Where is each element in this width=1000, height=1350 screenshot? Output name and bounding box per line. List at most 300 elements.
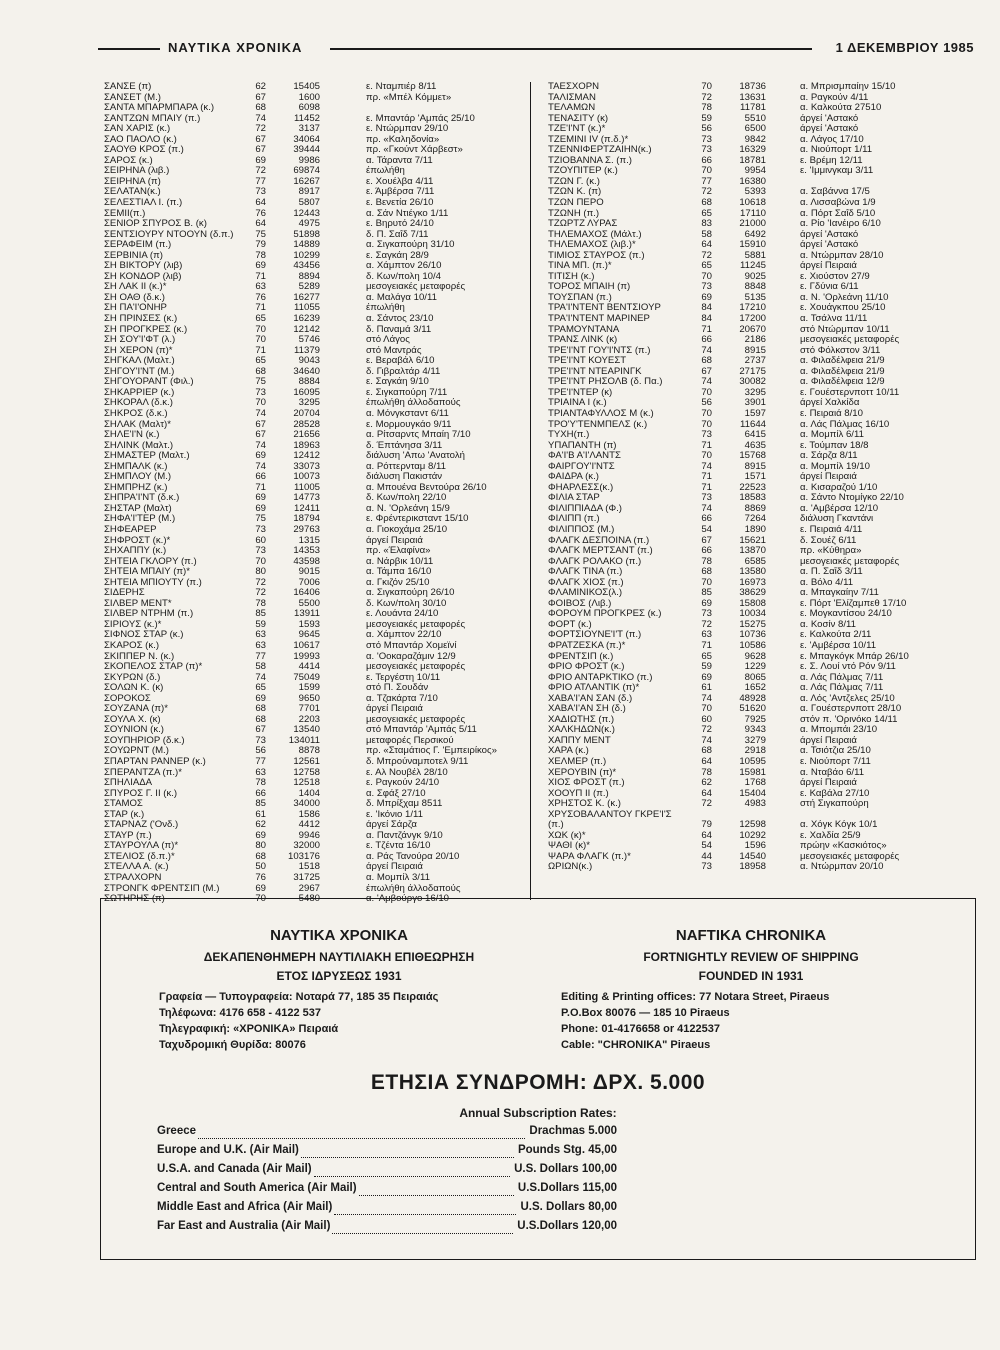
- english-founded: FOUNDED IN 1931: [698, 969, 804, 983]
- ship-row: [548, 862, 968, 873]
- ship-row: [104, 652, 514, 663]
- ship-num: 12412: [293, 451, 320, 462]
- ship-pos: α. Σάρζα 8/11: [800, 451, 858, 462]
- ship-pos: άργεί 'Αστακό: [800, 240, 859, 251]
- ship-year: 65: [255, 683, 266, 694]
- ship-pos: α. Βόλο 4/11: [800, 577, 854, 588]
- ship-row: [548, 251, 968, 262]
- ship-num: 15404: [739, 788, 766, 799]
- ship-name: ΤΡΕ'Ι'ΝΤ ΓΟΥ'Ι'ΝΤΣ (π.): [548, 345, 651, 356]
- ship-row: [104, 367, 514, 378]
- ship-pos: α. Φιλαδέλφεια 12/9: [800, 377, 885, 388]
- ship-name: ΣΑΝ ΧΑΡΙΣ (κ.): [104, 124, 171, 135]
- ship-pos: α. Νταβάο 6/11: [800, 767, 865, 778]
- ship-year: 62: [701, 778, 712, 789]
- ship-row: [548, 472, 968, 483]
- ship-num: 69874: [293, 166, 320, 177]
- ship-name: ΣΗΓΟΥΟΡΑΝΤ (Φιλ.): [104, 377, 194, 388]
- ship-pos: ε. Άμβέρσα 7/11: [366, 187, 435, 198]
- ship-year: 56: [701, 398, 712, 409]
- ship-name: ΤΖΕΜΙΝΙ ΙV (π.δ.)*: [548, 134, 629, 145]
- ship-row: [104, 599, 514, 610]
- ship-name: ΥΠΑΠΑΝΤΗ (π): [548, 440, 617, 451]
- ship-num: 16406: [293, 588, 320, 599]
- ship-num: 38629: [739, 588, 766, 599]
- ship-pos: στό Π. Σουδάν: [366, 683, 429, 694]
- ship-pos: α. Καλκούτα 27510: [800, 103, 882, 114]
- ship-row: [548, 810, 968, 821]
- ship-name: ΣΙΛΒΕΡ ΝΤΡΗΜ (π.): [104, 609, 194, 620]
- ship-year: 64: [701, 757, 712, 767]
- rates-list: [157, 1125, 617, 1239]
- ship-year: 72: [701, 250, 712, 261]
- ship-pos: α. Μομπίλ 19/10: [800, 461, 870, 472]
- ship-name: ΤΡΕ'Ι'ΝΤ ΚΟΥΕΣΤ: [548, 356, 627, 367]
- ship-row: [548, 715, 968, 726]
- ship-year: 77: [255, 651, 266, 662]
- ship-pos: α. Λάς Πάλμας 7/11: [800, 683, 884, 694]
- ship-num: 9015: [298, 567, 320, 578]
- ship-pos: ε. 'Ιμμινγκαμ 3/11: [800, 166, 874, 177]
- ship-pos: α. Μόνγκσταντ 6/11: [366, 408, 449, 419]
- ship-pos: άργεί Σάρζα: [366, 820, 417, 831]
- ship-year: 70: [701, 577, 712, 588]
- ship-name: ΤΟΡΟΣ ΜΠΑΙΗ (π): [548, 282, 631, 293]
- ship-num: 9343: [744, 725, 766, 736]
- ship-year: 65: [255, 356, 266, 367]
- ship-row: [548, 704, 968, 715]
- ship-row: [104, 694, 514, 705]
- ship-num: 134011: [288, 735, 320, 746]
- ship-name: ΣΤΕΛΙΟΣ (δ.π.)*: [104, 851, 175, 862]
- ship-row: [104, 451, 514, 462]
- ship-year: 70: [701, 271, 712, 282]
- ship-name: ΤΡΑΝΣ ΛΙΝΚ (κ): [548, 335, 618, 346]
- ship-row: [104, 325, 514, 336]
- ship-num: 8884: [298, 377, 320, 388]
- ship-pos: στή Σιγκαπούρη: [800, 799, 869, 810]
- ship-year: 70: [255, 335, 266, 346]
- ship-name: ΤΙΤΙΣΗ (κ.): [548, 271, 595, 282]
- ship-year: 60: [701, 714, 712, 725]
- ship-pos: ε. Γδύνια 6/11: [800, 282, 859, 293]
- ship-num: 16239: [293, 314, 320, 325]
- ship-name: ΤΡΑΜΟΥΝΤΑΝΑ: [548, 324, 620, 335]
- ship-name: ΣΗΓΟΥ'Ι'ΝΤ (Μ.): [104, 366, 175, 377]
- ship-num: 18736: [739, 82, 766, 92]
- ship-name: ΤΟΥΣΠΑΝ (π.): [548, 292, 612, 303]
- ship-name: ΤΕΝΑΣΙΤΥ (κ): [548, 113, 609, 124]
- ship-name: ΣΠΥΡΟΣ Γ. ΙΙ (κ.): [104, 788, 178, 799]
- ship-year: 78: [255, 778, 266, 789]
- ship-name: ΣΚΥΡΩΝ (δ.): [104, 672, 161, 683]
- ship-pos: ε. Λουάντα 24/10: [366, 609, 439, 620]
- ship-name: ΧΑΒΑ'Ι'ΑΝ ΣΗ (δ.): [548, 704, 626, 715]
- ship-year: 68: [701, 567, 712, 578]
- ship-num: 18781: [739, 155, 766, 166]
- ship-year: 66: [701, 155, 712, 166]
- ship-num: 5135: [744, 292, 766, 303]
- ship-year: 73: [255, 735, 266, 746]
- page-header: [98, 38, 974, 60]
- ship-num: 16095: [293, 387, 320, 398]
- ship-num: 1229: [744, 662, 766, 673]
- ship-year: 70: [701, 704, 712, 715]
- ship-row: [104, 388, 514, 399]
- ship-year: 63: [255, 640, 266, 651]
- ship-num: 1586: [298, 809, 320, 820]
- ship-year: 69: [255, 155, 266, 166]
- ship-row: [548, 768, 968, 779]
- ship-name: ΣΗΠΡΑ'Ι'ΝΤ (δ.κ.): [104, 493, 180, 504]
- ship-year: 62: [255, 820, 266, 831]
- ship-year: 70: [701, 408, 712, 419]
- ship-row: [104, 261, 514, 272]
- annual-subscription-greek: ΕΤΗΣΙΑ ΣΥΝΔΡΟΜΗ: ΔΡΧ. 5.000: [370, 1071, 706, 1094]
- ship-pos: δ. Παναμά 3/11: [366, 324, 432, 335]
- ship-year: 66: [255, 472, 266, 483]
- ship-row: [104, 884, 514, 895]
- ship-year: 67: [255, 92, 266, 103]
- ship-year: 74: [701, 461, 712, 472]
- ship-row: [548, 377, 968, 388]
- ship-year: 70: [255, 556, 266, 567]
- ship-name: ΣΕΛΕΣΤΙΑΛ Ι. (π.): [104, 198, 183, 209]
- ship-row: [548, 757, 968, 768]
- ship-name: ΣΟΛΩΝ Κ. (κ): [104, 683, 164, 694]
- ship-name: ΣΗΜΠΑΛΚ (κ.): [104, 461, 168, 472]
- ship-pos: α. Μομπίλ 6/11: [800, 430, 864, 441]
- ship-num: 9628: [744, 651, 766, 662]
- ship-year: 74: [701, 503, 712, 514]
- english-offices: Editing & Printing offices: 77 Notara Street, Piraeus: [561, 991, 830, 1003]
- ship-row: [104, 462, 514, 473]
- ship-name: ΣΕΝΤΣΙΟΥΡΥ ΝΤΟΟΥΝ (δ.π.): [104, 229, 234, 240]
- ship-num: 6098: [298, 103, 320, 114]
- ship-num: 16380: [739, 176, 766, 187]
- ship-year: 66: [701, 546, 712, 557]
- rate-region: Central and South America (Air Mail): [157, 1182, 357, 1194]
- ship-pos: α. Τσιότζια 25/10: [800, 746, 871, 757]
- ship-row: [548, 198, 968, 209]
- ship-name: ΣΗΚΡΟΣ (δ.κ.): [104, 408, 168, 419]
- ship-pos: α. Γκιζόν 25/10: [366, 577, 430, 588]
- ship-num: 8894: [298, 271, 320, 282]
- ship-row: [548, 514, 968, 525]
- ship-year: 70: [701, 166, 712, 177]
- ship-row: [548, 187, 968, 198]
- ship-pos: άργεί Πειραιά: [366, 704, 423, 715]
- ship-num: 9650: [298, 693, 320, 704]
- ship-pos: άργεί 'Αστακό: [800, 113, 859, 124]
- ship-row: [104, 356, 514, 367]
- ship-row: [548, 303, 968, 314]
- ship-row: [548, 820, 968, 831]
- ship-year: 73: [701, 609, 712, 620]
- ship-row: [104, 282, 514, 293]
- ship-year: 67: [255, 145, 266, 156]
- ship-row: [548, 230, 968, 241]
- ship-num: 16277: [293, 292, 320, 303]
- ship-pos: άργεί 'Αστακό: [800, 124, 859, 135]
- ship-year: 66: [255, 788, 266, 799]
- ship-year: 77: [255, 757, 266, 767]
- ship-pos: α. Μπρισμπαίην 15/10: [800, 82, 896, 92]
- ship-name: ΣΤΑΥΡ (π.): [104, 830, 152, 841]
- ship-row: [104, 272, 514, 283]
- ship-year: 72: [701, 725, 712, 736]
- ship-pos: α. Μπαγκαίην 7/11: [800, 588, 879, 599]
- ship-name: ΣΗ ΣΟΥ'Ι'ΦΤ (λ.): [104, 335, 176, 346]
- ship-name: ΦΡΕΝΤΣΙΠ (κ.): [548, 651, 614, 662]
- ship-pos: α. Νάρβικ 10/11: [366, 556, 434, 567]
- rate-region: Middle East and Africa (Air Mail): [157, 1201, 333, 1213]
- ship-year: 69: [255, 883, 266, 894]
- ship-year: 59: [701, 113, 712, 124]
- ship-year: 71: [255, 303, 266, 314]
- ship-year: 75: [255, 229, 266, 240]
- rate-amount: Drachmas 5.000: [529, 1125, 617, 1137]
- ship-pos: α. Πόρτ Σαΐδ 5/10: [800, 208, 876, 219]
- ship-year: 67: [255, 430, 266, 441]
- ship-row: [104, 768, 514, 779]
- ship-row: [548, 293, 968, 304]
- ship-pos: πρώην «Κασκιότος»: [800, 841, 887, 852]
- ship-row: [104, 841, 514, 852]
- header-rule-left: [98, 48, 160, 50]
- ship-year: 78: [701, 556, 712, 567]
- ship-row: [548, 103, 968, 114]
- ship-num: 6585: [744, 556, 766, 567]
- ship-row: [104, 430, 514, 441]
- ship-row: [548, 746, 968, 757]
- ship-num: 8915: [744, 345, 766, 356]
- ship-num: 1597: [744, 408, 766, 419]
- ship-row: [104, 862, 514, 873]
- ship-name: ΣΗ ΠΡΟΓΚΡΕΣ (κ.): [104, 324, 188, 335]
- ship-name: ΧΡΗΣΤΟΣ Κ. (κ.): [548, 799, 621, 810]
- ship-row: [104, 156, 514, 167]
- ship-year: 68: [255, 851, 266, 862]
- ship-year: 68: [701, 356, 712, 367]
- ship-num: 9025: [744, 271, 766, 282]
- ship-name: ΣΙΛΒΕΡ ΜΕΝΤ*: [104, 598, 172, 609]
- ship-row: [104, 409, 514, 420]
- ship-pos: α. Χόγκ Κόγκ 10/1: [800, 820, 878, 831]
- ship-year: 69: [255, 451, 266, 462]
- ship-year: 74: [701, 735, 712, 746]
- ship-row: [548, 325, 968, 336]
- ship-year: 76: [255, 873, 266, 884]
- ship-year: 71: [255, 271, 266, 282]
- ship-row: [548, 441, 968, 452]
- ship-num: 16267: [293, 176, 320, 187]
- ship-name: ΣΠΕΡΑΝΤΖΑ (π.)*: [104, 767, 182, 778]
- ship-row: [104, 124, 514, 135]
- ship-name: ΧΑΡΑ (κ.): [548, 746, 589, 757]
- ship-pos: ε. Φρέντερικσταντ 15/10: [366, 514, 469, 525]
- ship-name: ΦΛΑΜΙΝΙΚΟΣ(λ.): [548, 588, 623, 599]
- ship-year: 68: [701, 746, 712, 757]
- ship-num: 18958: [739, 862, 766, 873]
- ship-num: 14353: [293, 546, 320, 557]
- ship-num: 8869: [744, 503, 766, 514]
- ship-year: 67: [255, 725, 266, 736]
- ship-name: ΣΤΡΟΝΓΚ ΦΡΕΝΤΣΙΠ (Μ.): [104, 883, 220, 894]
- ship-pos: πρ. «Έλαφίνα»: [366, 546, 431, 557]
- greek-masthead: [159, 927, 519, 1051]
- ship-num: 16973: [739, 577, 766, 588]
- ship-pos: α. Σιγκαπούρη 31/10: [366, 240, 455, 251]
- ship-num: 7701: [298, 704, 320, 715]
- ship-year: 58: [255, 662, 266, 673]
- ship-name: ΣΤΑΥΡΟΥΛΑ (π)*: [104, 841, 179, 852]
- ship-name: ΤΖΩΝ Γ. (κ.): [548, 176, 600, 187]
- ship-pos: πρ. «Γκούντ Χάρβεστ»: [366, 145, 463, 156]
- ship-num: 10618: [739, 198, 766, 209]
- rate-leader-dots: [198, 1124, 525, 1139]
- ship-year: 84: [701, 314, 712, 325]
- ship-num: 4983: [744, 799, 766, 810]
- ship-row: [548, 335, 968, 346]
- ship-year: 77: [255, 176, 266, 187]
- ship-year: 73: [255, 187, 266, 198]
- ship-pos: ε. Ραγκούν 24/10: [366, 778, 440, 789]
- ship-row: [548, 536, 968, 547]
- ship-row: [548, 641, 968, 652]
- ship-year: 54: [701, 524, 712, 535]
- ship-pos: α. Τσάλνα 11/11: [800, 314, 868, 325]
- ship-num: 9946: [298, 830, 320, 841]
- ship-num: 5289: [298, 282, 320, 293]
- ship-row: [548, 367, 968, 378]
- ship-num: 51620: [739, 704, 766, 715]
- ship-year: 56: [255, 746, 266, 757]
- ship-row: [104, 567, 514, 578]
- ship-pos: δ. Μπρούναμποτελ 9/11: [366, 757, 469, 767]
- ship-name: ΣΠΗΛΙΑΔΑ: [104, 778, 153, 789]
- ship-num: 11055: [294, 303, 320, 314]
- ship-row: [548, 567, 968, 578]
- ship-row: [548, 483, 968, 494]
- ship-pos: μεσογειακές μεταφορές: [800, 851, 900, 862]
- ship-row: [104, 873, 514, 884]
- ship-name: ΤΗΛΕΜΑΧΟΣ (Μάλτ.): [548, 229, 642, 240]
- ship-row: [104, 778, 514, 789]
- ship-num: 8848: [744, 282, 766, 293]
- rate-amount: Pounds Stg. 45,00: [517, 1144, 617, 1156]
- ship-num: 5500: [298, 598, 320, 609]
- ship-pos: άργεί Πειραιά: [800, 261, 857, 272]
- ship-row: [104, 177, 514, 188]
- ship-pos: α. Μπουένα Βεντούρα 26/10: [366, 482, 487, 493]
- rate-region: Greece: [157, 1125, 197, 1137]
- rate-row: [157, 1163, 617, 1182]
- ship-pos: μεσογειακές μεταφορές: [366, 282, 466, 293]
- ship-num: 12443: [293, 208, 320, 219]
- ship-name: ΣΩΤΗΡΗΣ (π): [104, 894, 165, 905]
- ship-row: [548, 799, 968, 810]
- ship-num: 17200: [739, 314, 766, 325]
- ship-row: [104, 441, 514, 452]
- ship-pos: μεσογειακές μεταφορές: [800, 335, 900, 346]
- ship-name: ΣΙΔΕΡΗΣ: [104, 588, 145, 599]
- ship-pos: ε. Τεργέστη 10/11: [366, 672, 441, 683]
- rate-leader-dots: [332, 1219, 513, 1234]
- ship-name: ΦΙΛΙΠΠΙΑΔΑ (Φ.): [548, 503, 622, 514]
- ship-row: [104, 525, 514, 536]
- ship-year: 68: [255, 103, 266, 114]
- ship-year: 69: [701, 598, 712, 609]
- ship-pos: ε. Πειραιά 4/11: [800, 524, 863, 535]
- ship-name: ΣΤΑΡΝΑΖ ('Ονδ.): [104, 820, 179, 831]
- ship-num: 5510: [744, 113, 766, 124]
- ship-num: 12758: [293, 767, 320, 778]
- ship-name: ΣΗ ΟΑΘ (δ.κ.): [104, 292, 165, 303]
- ship-year: 56: [701, 124, 712, 135]
- ship-row: [548, 493, 968, 504]
- ship-row: [548, 145, 968, 156]
- rate-row: [157, 1201, 617, 1220]
- ship-pos: α. Τάραντα 7/11: [366, 155, 433, 166]
- ship-name: ΦΗΑΡΛΕΣΣ(κ.): [548, 482, 614, 493]
- ship-num: 4975: [298, 219, 320, 230]
- ship-row: [548, 356, 968, 367]
- ship-row: [104, 641, 514, 652]
- ship-year: 65: [701, 261, 712, 272]
- ship-pos: ε. Αλ Νουβέλ 28/10: [366, 767, 448, 778]
- ship-name: ΣΠΑΡΤΑΝ ΡΑΝΝΕΡ (κ.): [104, 757, 206, 767]
- ship-pos: α. Σάντο Ντομίγκο 22/10: [800, 493, 904, 504]
- ship-pos: πρ. «Μπέλ Κόμμετ»: [366, 92, 452, 103]
- ship-num: 10034: [739, 609, 766, 620]
- ship-num: 3295: [298, 398, 320, 409]
- ship-pos: στό Μπαντάρ 'Αμπάς 5/11: [366, 725, 477, 736]
- ship-name: ΤΡΑ'Ι'ΝΤΕΝΤ ΒΕΝΤΣΙΟΥΡ: [548, 303, 661, 314]
- ship-pos: α. Σφάξ 27/10: [366, 788, 426, 799]
- ship-name: ΦΡΙΟ ΦΡΟΣΤ (κ.): [548, 662, 625, 673]
- ship-pos: άργεί Χαλκίδα: [800, 398, 860, 409]
- ship-num: 15910: [739, 240, 766, 251]
- ship-pos: α. Τζακάρτα 7/10: [366, 693, 438, 704]
- ship-pos: α. Λισσαβώνα 1/9: [800, 198, 876, 209]
- ship-year: 76: [255, 292, 266, 303]
- ship-pos: α. Σιγκαπούρη 26/10: [366, 588, 455, 599]
- ship-row: [548, 599, 968, 610]
- ship-name: ΦΟΡΟΥΜ ΠΡΟΓΚΡΕΣ (κ.): [548, 609, 662, 620]
- greek-founded: ΕΤΟΣ ΙΔΡΥΣΕΩΣ 1931: [276, 969, 402, 983]
- ship-num: 10736: [739, 630, 766, 641]
- ship-pos: μεσογειακές μεταφορές: [366, 662, 466, 673]
- ship-year: 74: [255, 408, 266, 419]
- ship-row: [104, 103, 514, 114]
- ship-num: 20704: [293, 408, 320, 419]
- ship-row: [104, 114, 514, 125]
- ship-row: [548, 588, 968, 599]
- ship-year: 70: [255, 894, 266, 905]
- ship-year: 63: [255, 630, 266, 641]
- ship-name: ΣΤΡΑΛΧΟΡΝ: [104, 873, 162, 884]
- ship-pos: ε. Μογκαντίσου 24/10: [800, 609, 892, 620]
- ship-pos: ε. Μορμουγκάο 9/11: [366, 419, 452, 430]
- ship-num: 6415: [744, 430, 766, 441]
- ship-year: 70: [701, 419, 712, 430]
- ship-pos: άργεί Πειραιά: [800, 472, 857, 483]
- ship-name: ΣΟΥΛΑ Χ. (κ): [104, 714, 161, 725]
- ship-name: ΣΗΜΠΡΗΖ (κ.): [104, 482, 168, 493]
- ship-pos: στό Φόλκστον 3/11: [800, 345, 881, 356]
- ship-row: [548, 831, 968, 842]
